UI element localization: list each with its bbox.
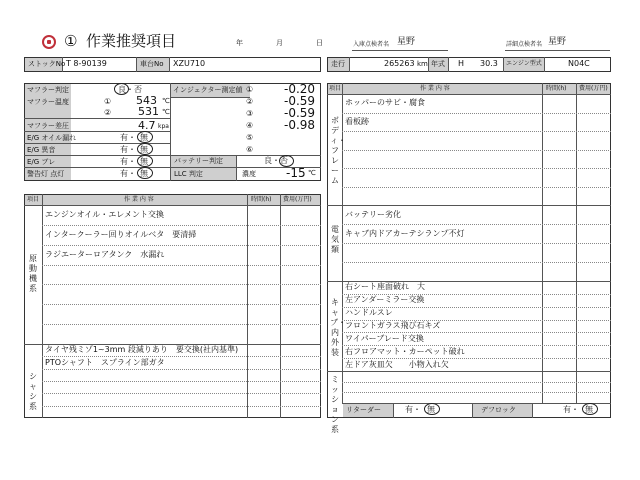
row-divider [42, 356, 321, 357]
left-section-engine: 原動機系 [29, 254, 37, 293]
row-divider [342, 262, 611, 263]
year-value: 30.3 [480, 59, 498, 68]
injector-marker-2: ② [246, 97, 254, 106]
eg-shake-no: 無 [140, 157, 148, 166]
work-item-text: PTOシャフト スプライン部ガタ [45, 358, 165, 367]
eg-noise-circle [137, 143, 153, 155]
muffler-temp-2: 531 [138, 105, 159, 118]
diff-lock-no: 無 [585, 405, 593, 414]
work-item-text: 左ドア灰皿欠 小物入れ欠 [345, 360, 449, 369]
stock-value: T 8-90139 [66, 59, 107, 68]
muffler-temp-1-unit: ℃ [162, 97, 170, 105]
work-item-text: ハンドルスレ [345, 308, 393, 317]
diff-lock-circle [582, 403, 598, 415]
retarder-yes: 有・ [405, 405, 421, 414]
retarder-no: 無 [427, 405, 435, 414]
diff-lock-yes: 有・ [563, 405, 579, 414]
left-work-table [24, 194, 321, 418]
form-number: ① [64, 32, 78, 50]
muffler-diff-value: 4.7 [138, 119, 156, 132]
left-col-time: 時間(h) [251, 196, 272, 203]
right-col-item: 項目 [329, 85, 342, 92]
eg-noise-yes: 有・ [120, 145, 136, 154]
work-item-text: 右フロアマット・カーペット破れ [345, 347, 465, 356]
detail-inspector: 星野 [548, 37, 567, 47]
right-section-electric: 電気類 [331, 225, 339, 254]
row-divider [42, 324, 321, 325]
work-item-text: ラジエーターロアタンク 水漏れ [45, 250, 165, 259]
llc-unit: ℃ [308, 169, 316, 177]
row-divider [342, 168, 611, 169]
eg-noise-label: E/G 異音 [27, 146, 56, 154]
left-col-item: 項目 [27, 196, 40, 203]
mileage-unit: km [417, 60, 428, 68]
row-divider [42, 393, 321, 394]
eg-noise-no: 無 [140, 145, 148, 154]
row-divider [42, 225, 321, 226]
muffler-temp-1: 543 [136, 94, 157, 107]
stock-label: ストックNo [28, 60, 66, 68]
muffler-diff-label: マフラー差圧 [27, 122, 69, 130]
row-divider [342, 224, 611, 225]
detail-inspector-label: 詳細点検者名 [506, 41, 543, 48]
row-divider [42, 284, 321, 285]
row-divider [42, 304, 321, 305]
work-item-text: ワイパーブレード交換 [345, 334, 424, 343]
row-divider [42, 245, 321, 246]
injector-value-2: -0.59 [284, 94, 316, 108]
work-item-text: ホッパーのサビ・腐食 [345, 98, 425, 107]
injector-marker-5: ⑤ [246, 133, 254, 142]
work-item-text: エンジンオイル・エレメント交換 [45, 210, 164, 219]
work-item-text: キャブ内ドアカーテシランプ不灯 [345, 229, 465, 238]
row-divider [342, 113, 611, 114]
chassis-label: 車台No [140, 60, 164, 68]
retarder-label: リターダー [346, 406, 381, 414]
chassis-value: XZU710 [173, 59, 206, 68]
muffler-temp-2-marker: ② [104, 108, 112, 117]
diff-lock-label: デフロック [481, 406, 516, 414]
row-divider [342, 345, 611, 346]
right-col-cost: 費用(万円) [579, 85, 608, 92]
detail-inspector-underline [505, 50, 610, 51]
battery-value: 良・否 [264, 156, 288, 165]
work-item-text: 左アンダーミラー交換 [345, 295, 425, 304]
eg-oil-leak-circle [137, 131, 153, 143]
row-divider [342, 358, 611, 359]
selected-good-circle [114, 83, 129, 95]
mileage-label: 走行 [331, 60, 345, 68]
receiving-inspector-label: 入庫点検者名 [353, 41, 390, 48]
right-section-body: ボディ・フレーム [330, 116, 346, 185]
muffler-diff-unit: kpa [158, 123, 169, 130]
eg-shake-circle [137, 155, 153, 167]
right-col-time: 時間(h) [546, 85, 567, 92]
injector-value-1: -0.20 [284, 82, 316, 96]
year-model-label: 年式 [431, 60, 445, 68]
injector-marker-6: ⑥ [246, 145, 254, 154]
battery-label: バッテリー判定 [174, 157, 223, 165]
work-item-text: フロントガラス飛び石キズ [345, 321, 441, 330]
muffler-temp-1-marker: ① [104, 97, 112, 106]
stamp-icon [42, 35, 56, 49]
warning-light-circle [137, 167, 153, 179]
row-divider [342, 392, 611, 393]
row-divider [342, 150, 611, 151]
work-item-text: バッテリー劣化 [345, 210, 401, 219]
work-item-text: 看板跡 [345, 117, 369, 126]
row-divider [42, 381, 321, 382]
work-item-text: 右シート座面破れ 大 [345, 282, 425, 291]
month-label: 月 [276, 39, 283, 47]
engine-label: エンジン型式 [506, 60, 542, 67]
row-divider [342, 382, 611, 383]
right-section-mission: ミッション系 [331, 375, 339, 434]
page-title: 作業推奨項目 [86, 32, 177, 50]
left-section-chassis: シャシ系 [29, 372, 37, 411]
muffler-judge-value: 良・否 [118, 85, 142, 94]
row-divider [342, 332, 611, 333]
left-col-content: 作 業 内 容 [124, 196, 154, 203]
row-divider [42, 369, 321, 370]
warning-light-no: 無 [140, 169, 148, 178]
muffler-judge-label: マフラー判定 [27, 86, 69, 94]
row-divider [342, 243, 611, 244]
llc-label: LLC 判定 [174, 170, 203, 178]
eg-oil-leak-yes: 有・ [120, 133, 136, 142]
warning-light-label: 警告灯 点灯 [27, 170, 65, 178]
receiving-inspector: 星野 [397, 37, 416, 47]
year-label: 年 [236, 39, 243, 47]
row-divider [342, 131, 611, 132]
work-item-text: タイヤ残ミゾ1~3mm 段減りあり 要交換(社内基準) [45, 345, 239, 354]
right-section-cab: キャブ・内外装 [330, 298, 346, 357]
injector-marker-1: ① [246, 85, 254, 94]
llc-conc-label: 濃度 [242, 170, 256, 178]
eg-shake-yes: 有・ [120, 157, 136, 166]
work-item-text: インタークーラー回りオイルベタ 要清掃 [45, 230, 197, 239]
injector-marker-4: ④ [246, 121, 254, 130]
receiving-inspector-underline [352, 50, 448, 51]
row-divider [42, 265, 321, 266]
row-divider [342, 187, 611, 188]
warning-light-yes: 有・ [120, 169, 136, 178]
day-label: 日 [316, 39, 323, 47]
injector-value-4: -0.98 [284, 118, 316, 132]
muffler-temp-2-unit: ℃ [162, 108, 170, 116]
injector-label: インジェクター測定値 [173, 86, 243, 94]
left-col-cost: 費用(万円) [283, 196, 312, 203]
eg-oil-leak-label: E/G オイル漏れ [27, 134, 77, 142]
year-era: H [458, 59, 465, 68]
injector-value-3: -0.59 [284, 106, 316, 120]
injector-marker-3: ③ [246, 109, 254, 118]
eg-shake-label: E/G ブレ [27, 158, 56, 166]
retarder-circle [424, 403, 440, 415]
eg-oil-leak-no: 無 [140, 133, 148, 142]
engine-value: N04C [568, 59, 590, 68]
muffler-temp-label: マフラー温度 [27, 98, 69, 106]
mileage-value: 265263 [384, 59, 415, 68]
right-col-content: 作 業 内 容 [420, 85, 450, 92]
llc-value: -15 [286, 166, 306, 180]
row-divider [42, 406, 321, 407]
